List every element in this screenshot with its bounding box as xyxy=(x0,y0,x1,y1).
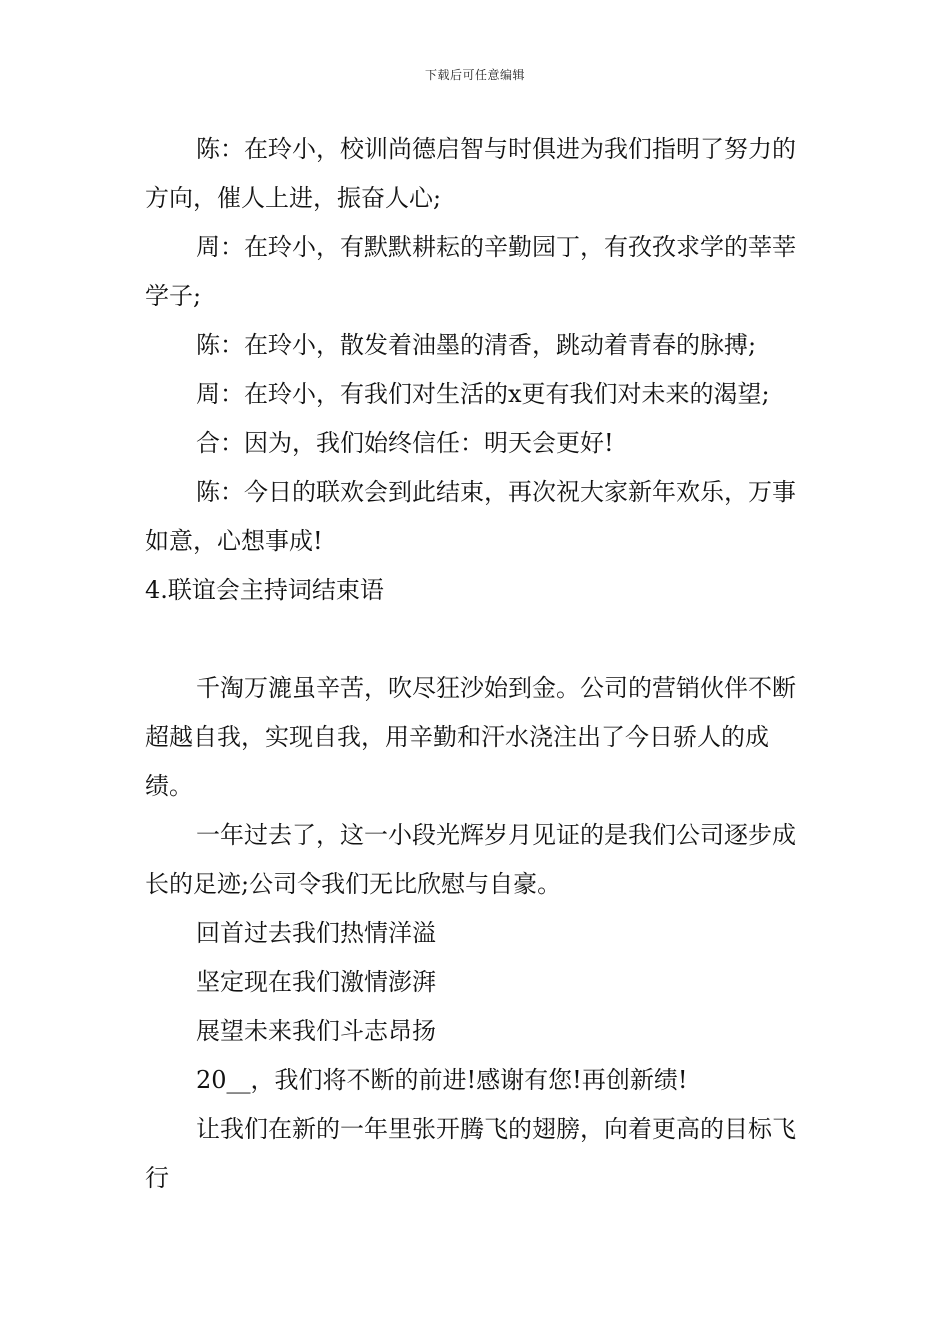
paragraph-5: 合：因为，我们始终信任：明天会更好! xyxy=(196,429,614,457)
paragraph-4: 周：在玲小，有我们对生活的x更有我们对未来的渴望; xyxy=(196,380,770,408)
paragraph-13: 让我们在新的一年里张开腾飞的翅膀，向着更高的目标飞行 xyxy=(145,1115,796,1192)
spacer xyxy=(145,615,810,664)
paragraph-9: 回首过去我们热情洋溢 xyxy=(196,919,436,947)
paragraph-11: 展望未来我们斗志昂扬 xyxy=(196,1017,436,1045)
paragraph-6: 陈：今日的联欢会到此结束，再次祝大家新年欢乐，万事如意，心想事成! xyxy=(145,478,796,555)
paragraph-8: 一年过去了，这一小段光辉岁月见证的是我们公司逐步成长的足迹;公司令我们无比欣慰与自豪。 xyxy=(145,821,796,898)
paragraph-2: 周：在玲小，有默默耕耘的辛勤园丁，有孜孜求学的莘莘学子; xyxy=(145,233,796,310)
paragraph-7: 千淘万漉虽辛苦，吹尽狂沙始到金。公司的营销伙伴不断超越自我，实现自我，用辛勤和汗水浇注出了今日骄人的成绩。 xyxy=(145,674,796,800)
paragraph-10: 坚定现在我们激情澎湃 xyxy=(196,968,436,996)
paragraph-12: 20__，我们将不断的前进!感谢有您!再创新绩! xyxy=(196,1066,688,1094)
document-body xyxy=(145,125,810,1203)
paragraph-3: 陈：在玲小，散发着油墨的清香，跳动着青春的脉搏; xyxy=(196,331,757,359)
paragraph-1: 陈：在玲小，校训尚德启智与时俱进为我们指明了努力的方向，催人上进，振奋人心; xyxy=(145,135,796,212)
page-header: 下载后可任意编辑 xyxy=(424,68,525,82)
section-heading: 4.联谊会主持词结束语 xyxy=(145,576,384,604)
